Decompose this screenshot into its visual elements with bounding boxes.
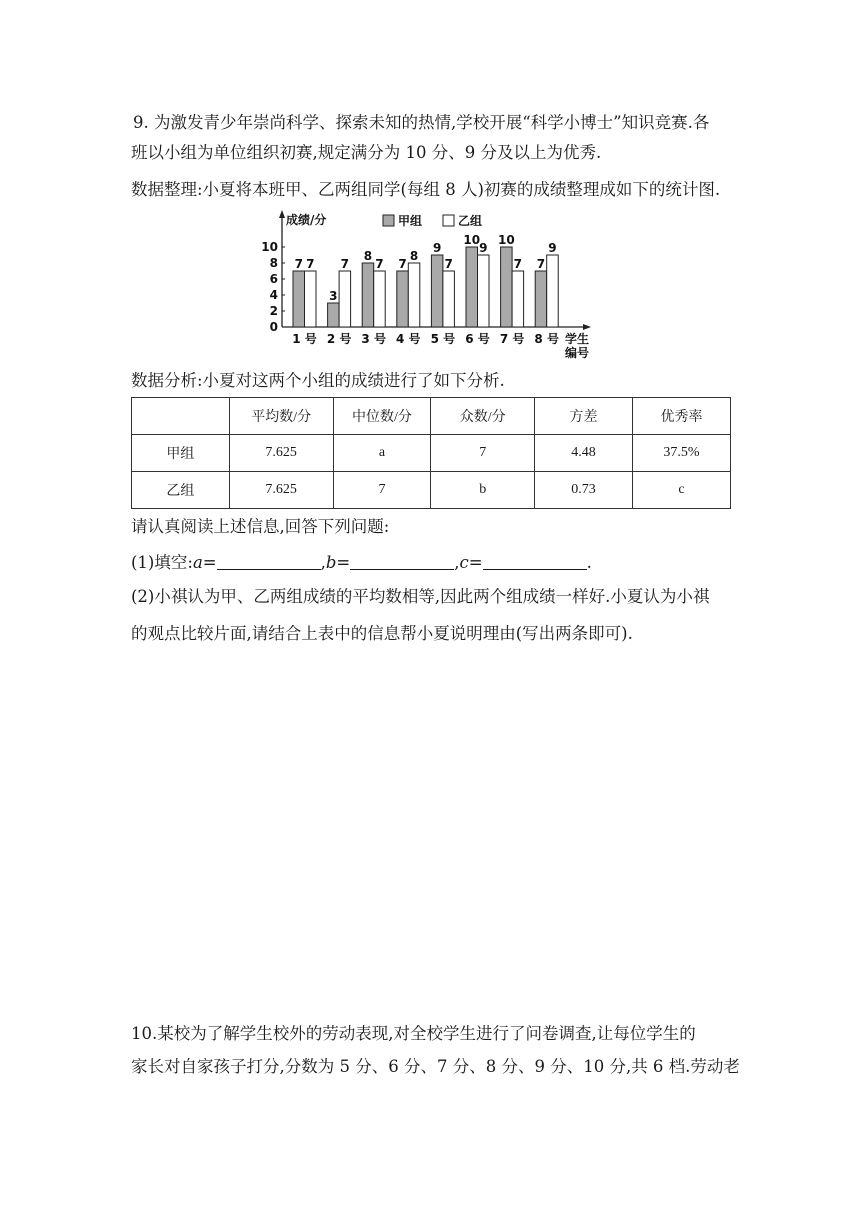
table-cell: a — [333, 435, 431, 472]
bar-value-label: 7 — [536, 257, 546, 271]
bar-value-label: 8 — [363, 249, 373, 263]
table-cell: c — [632, 472, 730, 509]
table-header-cell: 平均数/分 — [229, 398, 333, 435]
bar — [535, 271, 547, 327]
table-row — [132, 472, 731, 509]
x-tick-label: 7 号 — [499, 332, 525, 346]
table-cell: 7 — [431, 435, 535, 472]
fill-in-question — [131, 551, 592, 575]
table-header-cell: 优秀率 — [632, 398, 730, 435]
y-tick-label: 2 — [269, 304, 278, 318]
table-cell: 7 — [333, 472, 431, 509]
legend-swatch — [383, 215, 394, 226]
table-cell: 37.5% — [632, 435, 730, 472]
x-tick-label: 4 号 — [396, 332, 421, 346]
bar — [293, 271, 305, 327]
x-axis-label-line1: 学生 — [564, 332, 590, 346]
legend-label: 乙组 — [458, 214, 483, 228]
bar-value-label: 3 — [329, 289, 338, 303]
y-tick-label: 6 — [269, 272, 278, 286]
part2-line-1: (2)小祺认为甲、乙两组成绩的平均数相等,因此两个组成绩一样好.小夏认为小祺 — [131, 587, 710, 606]
comma-b: , — [454, 553, 460, 572]
bar — [512, 271, 524, 327]
x-tick-label: 1 号 — [292, 332, 317, 346]
bar-value-label: 7 — [306, 257, 315, 271]
y-tick-label: 4 — [269, 288, 278, 302]
x-axis-arrow — [583, 324, 591, 330]
bar-value-label: 10 — [463, 233, 481, 247]
bar-value-label: 7 — [444, 257, 453, 271]
bar-value-label: 7 — [375, 257, 384, 271]
x-tick-label: 2 号 — [326, 332, 352, 346]
bar-value-label: 10 — [497, 233, 515, 247]
table-cell: 乙组 — [132, 472, 230, 509]
analysis-intro: 数据分析:小夏对这两个小组的成绩进行了如下分析. — [131, 371, 505, 390]
bar-value-label: 7 — [513, 257, 523, 271]
y-axis-arrow — [279, 210, 285, 218]
table-header-cell: 中位数/分 — [333, 398, 431, 435]
table-cell: 7.625 — [229, 435, 333, 472]
var-a: a — [192, 553, 203, 572]
x-tick-label: 6 号 — [465, 332, 490, 346]
bar — [501, 247, 512, 327]
table-cell: b — [431, 472, 535, 509]
legend-swatch — [443, 215, 454, 226]
equals-b: = — [336, 553, 351, 572]
y-tick-label: 8 — [269, 256, 278, 270]
bar-value-label: 9 — [432, 241, 442, 255]
y-tick-label: 0 — [269, 320, 278, 334]
y-tick-label: 10 — [261, 240, 278, 254]
q10-line-2: 家长对自家孩子打分,分数为 5 分、6 分、7 分、8 分、9 分、10 分,共 6 档.劳动老 — [131, 1057, 740, 1076]
bar — [408, 263, 420, 327]
bar — [547, 255, 559, 327]
bar — [328, 303, 340, 327]
table-cell: 7.625 — [229, 472, 333, 509]
bar — [466, 247, 478, 327]
score-bar-chart — [255, 206, 595, 360]
var-b: b — [325, 553, 337, 572]
part2-line-2: 的观点比较片面,请结合上表中的信息帮小夏说明理由(写出两条即可). — [131, 624, 633, 643]
blank-c[interactable] — [483, 551, 587, 570]
bar-value-label: 7 — [398, 257, 407, 271]
blank-b[interactable] — [350, 551, 454, 570]
period: . — [586, 553, 592, 572]
bar — [362, 263, 374, 327]
bar-value-label: 7 — [340, 257, 350, 271]
equals-c: = — [468, 553, 483, 572]
bar — [339, 271, 351, 327]
bar — [397, 271, 409, 327]
q10-line-1: 10.某校为了解学生校外的劳动表现,对全校学生进行了问卷调查,让每位学生的 — [131, 1024, 696, 1043]
comma-a: , — [320, 553, 326, 572]
q9-line-1: 9. 为激发青少年崇尚科学、探索未知的热情,学校开展“科学小博士”知识竞赛.各 — [133, 113, 710, 132]
table-header-cell — [132, 398, 230, 435]
x-tick-label: 5 号 — [430, 332, 456, 346]
fill-prefix: (1)填空: — [131, 553, 193, 572]
bar — [443, 271, 455, 327]
bar — [478, 255, 490, 327]
y-axis-label: 成绩/分 — [286, 213, 327, 227]
table-cell: 甲组 — [132, 435, 230, 472]
blank-a[interactable] — [217, 551, 321, 570]
table-row — [132, 435, 731, 472]
q9-line-2: 班以小组为单位组织初赛,规定满分为 10 分、9 分及以上为优秀. — [131, 143, 602, 162]
legend-label: 甲组 — [398, 214, 423, 228]
table-cell: 4.48 — [535, 435, 633, 472]
q9-line-3: 数据整理:小夏将本班甲、乙两组同学(每组 8 人)初赛的成绩整理成如下的统计图. — [131, 180, 721, 199]
table-cell: 0.73 — [535, 472, 633, 509]
bar — [305, 271, 317, 327]
stats-table — [131, 397, 731, 509]
bar-value-label: 9 — [479, 241, 488, 255]
x-tick-label: 3 号 — [361, 332, 386, 346]
x-axis-label-line2: 编号 — [564, 346, 590, 360]
read-instruction: 请认真阅读上述信息,回答下列问题: — [131, 517, 390, 536]
table-header-cell: 众数/分 — [431, 398, 535, 435]
table-header-row — [132, 398, 731, 435]
table-header-cell: 方差 — [535, 398, 633, 435]
x-tick-label: 8 号 — [534, 332, 559, 346]
bar-value-label: 7 — [294, 257, 303, 271]
bar — [431, 255, 443, 327]
var-c: c — [459, 553, 469, 572]
bar-value-label: 8 — [409, 249, 419, 263]
bar-value-label: 9 — [548, 241, 557, 255]
bar — [374, 271, 386, 327]
equals-a: = — [202, 553, 217, 572]
